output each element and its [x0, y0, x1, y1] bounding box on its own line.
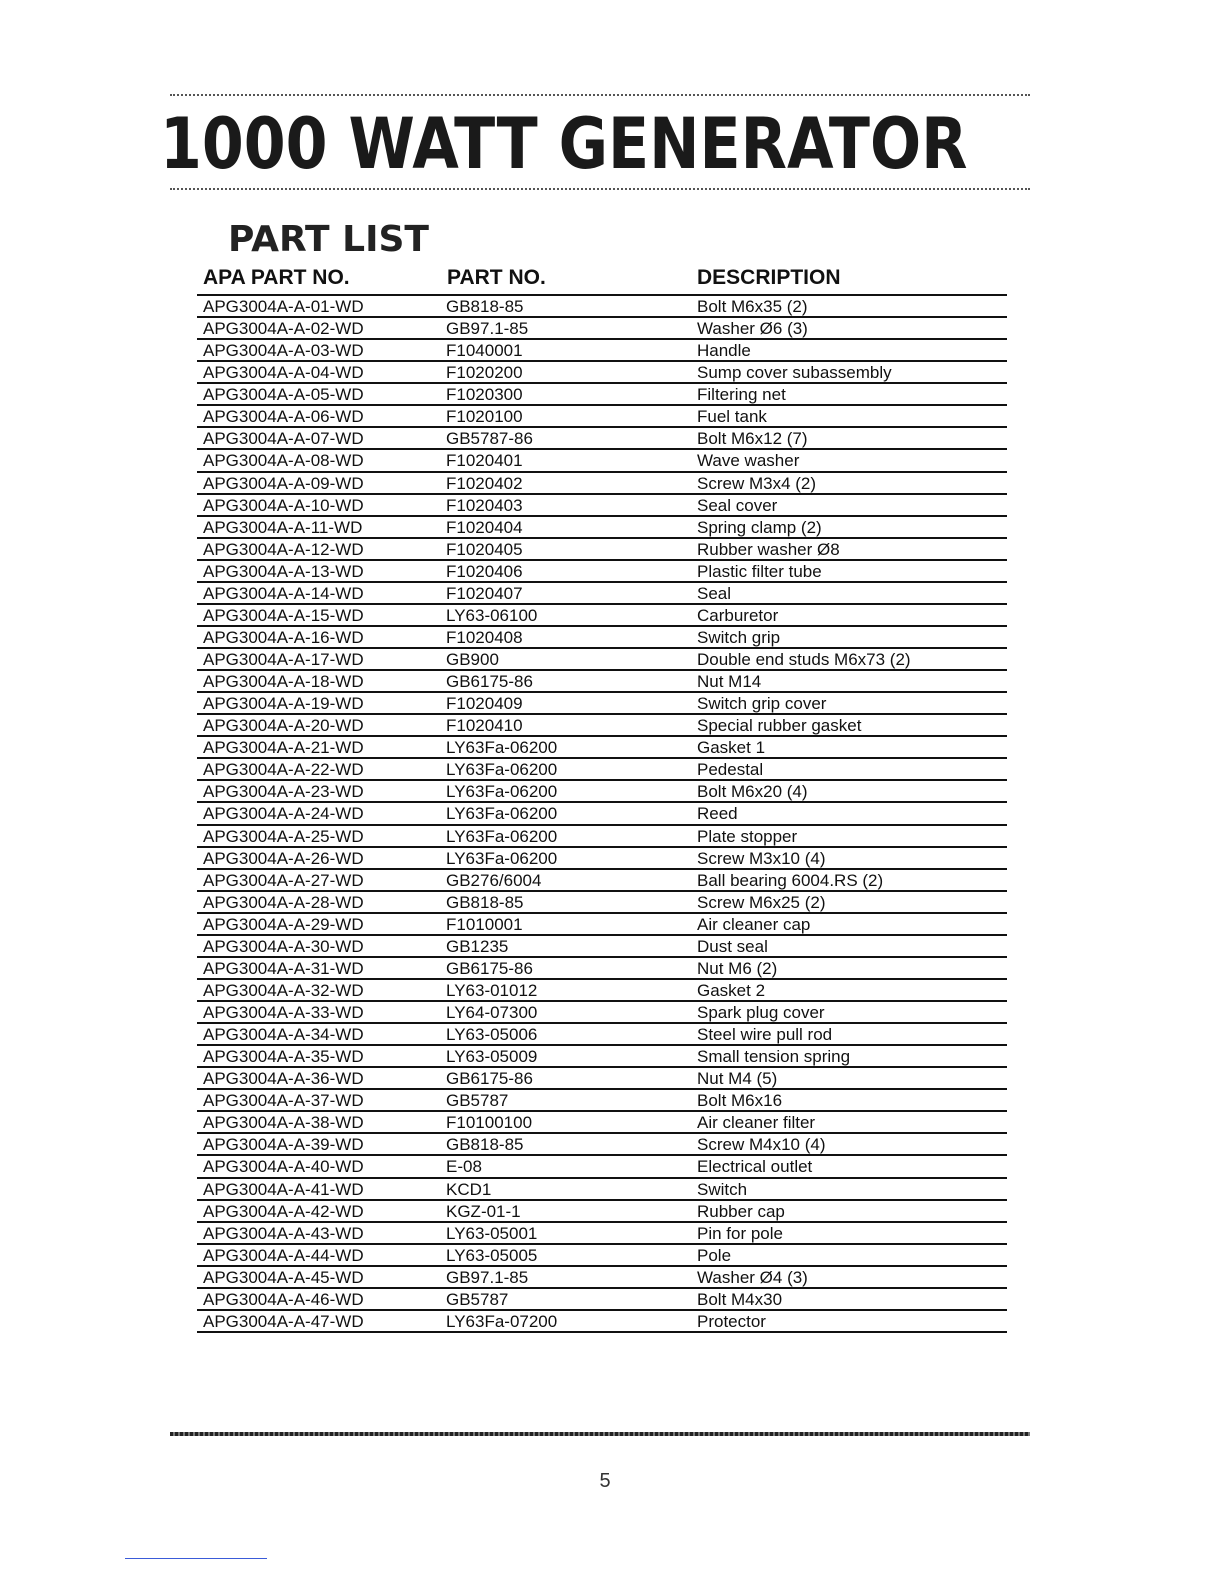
table-row [197, 1068, 1007, 1090]
table-row [197, 1002, 1007, 1024]
table-row [197, 693, 1007, 715]
apa-part-no-cell: APG3004A-A-26-WD [203, 848, 364, 868]
apa-part-no-cell: APG3004A-A-10-WD [203, 495, 364, 515]
apa-part-no-cell: APG3004A-A-25-WD [203, 826, 364, 846]
part-no-cell: E-08 [446, 1157, 482, 1177]
description-cell: Ball bearing 6004.RS (2) [697, 870, 884, 890]
part-no-cell: LY63Fa-07200 [446, 1311, 558, 1331]
description-cell: Seal [697, 583, 732, 603]
table-row [197, 1112, 1007, 1134]
description-cell: Seal cover [697, 495, 778, 515]
apa-part-no-cell: APG3004A-A-16-WD [203, 627, 364, 647]
apa-part-no-cell: APG3004A-A-36-WD [203, 1069, 364, 1089]
part-no-cell: F1020403 [446, 495, 523, 515]
table-body [197, 296, 1007, 1333]
description-cell: Protector [697, 1311, 766, 1331]
table-row [197, 870, 1007, 892]
apa-part-no-cell: APG3004A-A-46-WD [203, 1289, 364, 1309]
apa-part-no-cell: APG3004A-A-31-WD [203, 958, 364, 978]
apa-part-no-cell: APG3004A-A-40-WD [203, 1157, 364, 1177]
part-no-cell: F1020100 [446, 407, 523, 427]
apa-part-no-cell: APG3004A-A-32-WD [203, 980, 364, 1000]
description-cell: Pin for pole [697, 1223, 783, 1243]
description-cell: Steel wire pull rod [697, 1025, 833, 1045]
table-row [197, 495, 1007, 517]
description-cell: Spark plug cover [697, 1003, 825, 1022]
part-no-cell: GB5787-86 [446, 429, 533, 449]
apa-part-no-cell: APG3004A-A-42-WD [203, 1201, 364, 1221]
apa-part-no-cell: APG3004A-A-30-WD [203, 936, 364, 956]
part-no-cell: LY63-05006 [446, 1025, 538, 1045]
part-no-cell: GB5787 [446, 1289, 509, 1309]
part-no-cell: LY63Fa-06200 [446, 782, 558, 802]
part-no-cell: LY63-05001 [446, 1223, 538, 1243]
description-cell: Fuel tank [697, 407, 767, 427]
apa-part-no-cell: APG3004A-A-43-WD [203, 1223, 364, 1243]
page-title: 1000 WATT GENERATOR [160, 103, 968, 185]
apa-part-no-cell: APG3004A-A-08-WD [203, 451, 364, 471]
description-cell: Rubber washer Ø8 [697, 539, 840, 559]
description-cell: Reed [697, 804, 738, 824]
part-no-cell: LY63-06100 [446, 605, 538, 625]
table-row [197, 826, 1007, 848]
apa-part-no-cell: APG3004A-A-09-WD [203, 473, 364, 493]
table-row [197, 318, 1007, 340]
description-cell: Bolt M6x35 (2) [697, 297, 808, 316]
apa-part-no-cell: APG3004A-A-12-WD [203, 539, 364, 559]
table-row [197, 1024, 1007, 1046]
description-cell: Bolt M6x20 (4) [697, 782, 808, 802]
description-cell: Special rubber gasket [697, 716, 862, 736]
table-row [197, 1090, 1007, 1112]
description-cell: Double end studs M6x73 (2) [697, 650, 911, 669]
part-no-cell: LY63Fa-06200 [446, 760, 558, 780]
apa-part-no-cell: APG3004A-A-41-WD [203, 1179, 364, 1199]
apa-part-no-cell: APG3004A-A-19-WD [203, 694, 364, 714]
description-cell: Pedestal [697, 760, 764, 780]
description-cell: Bolt M6x16 [697, 1091, 783, 1111]
apa-part-no-cell: APG3004A-A-18-WD [203, 672, 364, 692]
description-cell: Nut M14 [697, 672, 762, 692]
table-row [197, 892, 1007, 914]
table-row [197, 1311, 1007, 1333]
table-row [197, 1223, 1007, 1245]
apa-part-no-cell: APG3004A-A-11-WD [203, 517, 363, 537]
part-no-cell: LY63Fa-06200 [446, 804, 558, 824]
part-no-cell: LY63-05005 [446, 1245, 538, 1265]
apa-part-no-cell: APG3004A-A-13-WD [203, 561, 364, 581]
table-row [197, 473, 1007, 495]
apa-part-no-cell: APG3004A-A-23-WD [203, 782, 364, 802]
table-row [197, 1134, 1007, 1156]
header-description: DESCRIPTION [697, 266, 841, 289]
parts-table [197, 262, 1007, 1333]
description-cell: Bolt M6x12 (7) [697, 429, 808, 449]
apa-part-no-cell: APG3004A-A-35-WD [203, 1047, 364, 1067]
description-cell: Plate stopper [697, 826, 798, 846]
section-title: PART LIST [228, 219, 429, 260]
part-no-cell: GB5787 [446, 1091, 509, 1111]
part-no-cell: LY63Fa-06200 [446, 738, 558, 758]
description-cell: Handle [697, 341, 751, 361]
apa-part-no-cell: APG3004A-A-15-WD [203, 605, 364, 625]
apa-part-no-cell: APG3004A-A-02-WD [203, 319, 364, 339]
part-no-cell: F1020409 [446, 694, 523, 714]
description-cell: Screw M3x4 (2) [697, 473, 817, 493]
part-no-cell: F1020404 [446, 517, 523, 537]
description-cell: Dust seal [697, 936, 768, 956]
description-cell: Bolt M4x30 [697, 1289, 783, 1309]
table-row [197, 803, 1007, 825]
description-cell: Wave washer [697, 451, 800, 471]
table-row [197, 340, 1007, 362]
table-row [197, 1046, 1007, 1068]
description-cell: Carburetor [697, 605, 779, 625]
part-no-cell: LY63Fa-06200 [446, 848, 558, 868]
table-row [197, 936, 1007, 958]
description-cell: Nut M4 (5) [697, 1069, 778, 1089]
description-cell: Nut M6 (2) [697, 958, 778, 978]
page-number: 5 [599, 1470, 611, 1492]
apa-part-no-cell: APG3004A-A-37-WD [203, 1091, 364, 1111]
table-row [197, 1245, 1007, 1267]
part-no-cell: F10100100 [446, 1113, 533, 1133]
title-dotted-rule [170, 188, 1030, 190]
table-row [197, 1156, 1007, 1178]
table-row [197, 627, 1007, 649]
table-row [197, 980, 1007, 1002]
apa-part-no-cell: APG3004A-A-24-WD [203, 804, 364, 824]
description-cell: Screw M3x10 (4) [697, 848, 826, 868]
part-no-cell: GB6175-86 [446, 672, 533, 692]
part-no-cell: F1020410 [446, 716, 523, 736]
table-row [197, 737, 1007, 759]
apa-part-no-cell: APG3004A-A-06-WD [203, 407, 364, 427]
part-no-cell: LY63Fa-06200 [446, 826, 558, 846]
table-row [197, 362, 1007, 384]
table-row [197, 1179, 1007, 1201]
part-no-cell: F1020407 [446, 583, 523, 603]
table-row [197, 1267, 1007, 1289]
apa-part-no-cell: APG3004A-A-03-WD [203, 341, 364, 361]
apa-part-no-cell: APG3004A-A-29-WD [203, 914, 364, 934]
description-cell: Switch grip cover [697, 694, 827, 714]
apa-part-no-cell: APG3004A-A-44-WD [203, 1245, 364, 1265]
part-no-cell: F1020401 [446, 451, 523, 471]
table-row [197, 428, 1007, 450]
apa-part-no-cell: APG3004A-A-27-WD [203, 870, 364, 890]
table-row [197, 848, 1007, 870]
description-cell: Air cleaner filter [697, 1113, 816, 1133]
table-row [197, 671, 1007, 693]
apa-part-no-cell: APG3004A-A-38-WD [203, 1113, 364, 1133]
part-no-cell: GB6175-86 [446, 1069, 533, 1089]
part-no-cell: KCD1 [446, 1179, 492, 1199]
table-row [197, 1289, 1007, 1311]
description-cell: Small tension spring [697, 1047, 851, 1067]
apa-part-no-cell: APG3004A-A-45-WD [203, 1267, 364, 1287]
table-row [197, 715, 1007, 737]
description-cell: Electrical outlet [697, 1157, 813, 1177]
part-no-cell: LY63-01012 [446, 980, 538, 1000]
part-no-cell: GB1235 [446, 936, 509, 956]
table-row [197, 517, 1007, 539]
description-cell: Switch grip [697, 627, 781, 647]
table-row [197, 759, 1007, 781]
description-cell: Spring clamp (2) [697, 517, 822, 537]
part-no-cell: F1040001 [446, 341, 523, 361]
description-cell: Gasket 2 [697, 980, 766, 1000]
table-row [197, 605, 1007, 627]
description-cell: Sump cover subassembly [697, 363, 892, 383]
blue-underline [125, 1558, 267, 1559]
part-no-cell: GB818-85 [446, 297, 524, 316]
bottom-rule [170, 1432, 1030, 1436]
part-no-cell: GB818-85 [446, 892, 524, 912]
description-cell: Washer Ø4 (3) [697, 1267, 808, 1287]
table-row [197, 561, 1007, 583]
table-row [197, 1201, 1007, 1223]
description-cell: Filtering net [697, 385, 786, 405]
table-row [197, 384, 1007, 406]
description-cell: Plastic filter tube [697, 561, 822, 581]
part-no-cell: LY63-05009 [446, 1047, 538, 1067]
apa-part-no-cell: APG3004A-A-20-WD [203, 716, 364, 736]
description-cell: Rubber cap [697, 1201, 785, 1221]
apa-part-no-cell: APG3004A-A-47-WD [203, 1311, 364, 1331]
part-no-cell: F1020405 [446, 539, 523, 559]
part-no-cell: GB900 [446, 650, 499, 669]
table-row [197, 781, 1007, 803]
part-no-cell: GB97.1-85 [446, 1267, 529, 1287]
table-row [197, 406, 1007, 428]
description-cell: Air cleaner cap [697, 914, 811, 934]
apa-part-no-cell: APG3004A-A-14-WD [203, 583, 364, 603]
description-cell: Switch [697, 1179, 748, 1199]
part-no-cell: GB97.1-85 [446, 319, 529, 339]
part-no-cell: F1020300 [446, 385, 523, 405]
description-cell: Screw M6x25 (2) [697, 892, 826, 912]
description-cell: Screw M4x10 (4) [697, 1135, 826, 1155]
table-row [197, 914, 1007, 936]
apa-part-no-cell: APG3004A-A-39-WD [203, 1135, 364, 1155]
table-row [197, 296, 1007, 318]
part-no-cell: GB276/6004 [446, 870, 542, 890]
part-no-cell: GB818-85 [446, 1135, 524, 1155]
apa-part-no-cell: APG3004A-A-22-WD [203, 760, 364, 780]
description-cell: Gasket 1 [697, 738, 766, 758]
part-no-cell: LY64-07300 [446, 1003, 538, 1022]
part-no-cell: F1020406 [446, 561, 523, 581]
apa-part-no-cell: APG3004A-A-33-WD [203, 1003, 364, 1022]
part-no-cell: F1020200 [446, 363, 523, 383]
header-apa-part-no: APA PART NO. [203, 266, 350, 289]
top-dotted-rule [170, 94, 1030, 96]
description-cell: Washer Ø6 (3) [697, 319, 808, 339]
table-row [197, 649, 1007, 671]
part-no-cell: F1010001 [446, 914, 523, 934]
apa-part-no-cell: APG3004A-A-21-WD [203, 738, 364, 758]
table-row [197, 958, 1007, 980]
part-no-cell: F1020408 [446, 627, 523, 647]
part-no-cell: GB6175-86 [446, 958, 533, 978]
apa-part-no-cell: APG3004A-A-05-WD [203, 385, 364, 405]
table-row [197, 583, 1007, 605]
part-no-cell: KGZ-01-1 [446, 1201, 521, 1221]
description-cell: Pole [697, 1245, 732, 1265]
table-row [197, 539, 1007, 561]
apa-part-no-cell: APG3004A-A-04-WD [203, 363, 364, 383]
apa-part-no-cell: APG3004A-A-01-WD [203, 297, 364, 316]
part-no-cell: F1020402 [446, 473, 523, 493]
table-header [197, 262, 1007, 296]
table-row [197, 450, 1007, 472]
apa-part-no-cell: APG3004A-A-17-WD [203, 650, 364, 669]
apa-part-no-cell: APG3004A-A-07-WD [203, 429, 364, 449]
apa-part-no-cell: APG3004A-A-34-WD [203, 1025, 364, 1045]
header-part-no: PART NO. [447, 266, 546, 289]
apa-part-no-cell: APG3004A-A-28-WD [203, 892, 364, 912]
